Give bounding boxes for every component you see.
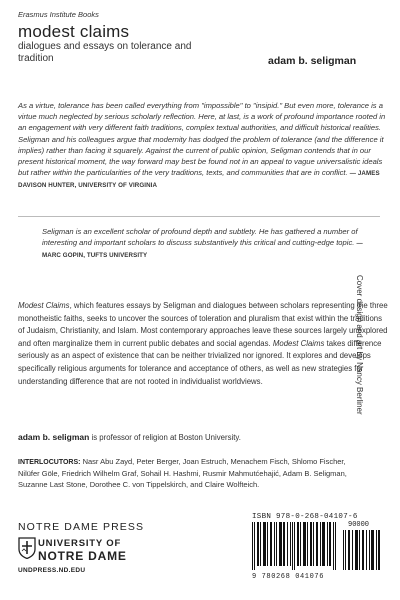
review-blurb-gopin bbox=[42, 226, 372, 262]
price-barcode bbox=[343, 530, 381, 570]
bio-text: is professor of religion at Boston University. bbox=[89, 433, 241, 442]
description-book-title: Modest Claims bbox=[272, 338, 325, 348]
barcode-number: 9 780268 041076 bbox=[252, 573, 325, 581]
press-name: NOTRE DAME PRESS bbox=[18, 521, 145, 533]
price-code: 90000 bbox=[348, 521, 370, 529]
blurb-text: As a virtue, tolerance has been called everything from "impossible" to "insipid." But even more, tolerance is a virtue much neglected by serious scholarly reflection. Here, at last, is a work of profound importance rooted in an engagement with very different faith traditions, complex textual authorities, and difficult historical realities. Seligman and his colleagues argue that modernity has dodged the problem of tolerance (and the difference it implies) rather than facing it squarely. Against the current of public opinion, Seligman contends that in our present historical moment, the way forward may best be found not in an appeal to vague universalistic ideals but rather within the particularities of the very traditions, texts, and communities that are in conflict. bbox=[18, 101, 386, 178]
university-of-label: UNIVERSITY OF bbox=[38, 538, 122, 549]
blurb-attribution: — MARC GOPIN, TUFTS UNIVERSITY bbox=[42, 240, 363, 260]
notre-dame-shield-icon bbox=[18, 537, 36, 559]
review-blurb-hunter bbox=[18, 100, 388, 192]
description-book-title: Modest Claims bbox=[18, 301, 70, 310]
description-text: , which features essays by Seligman and dialogues between scholars representing the three monotheistic faiths, seeks to uncover the sources of toleration and pluralism that exist within the traditions of Judaism, Christianity, and Islam. Most contemporary approaches leave these sources largely unexplored and often marginalize them in current public debates and social agendas. bbox=[18, 301, 388, 348]
isbn-barcode bbox=[252, 522, 337, 570]
divider bbox=[18, 216, 380, 217]
isbn-label: ISBN 978-0-268-04107-6 bbox=[252, 513, 358, 521]
series-name: Erasmus Institute Books bbox=[18, 10, 99, 19]
interlocutors-label: INTERLOCUTORS: bbox=[18, 459, 81, 466]
author-name: adam b. seligman bbox=[268, 55, 357, 67]
cover-credit: Cover design and art by Nancy Berliner bbox=[355, 275, 364, 415]
press-url[interactable]: UNDPRESS.ND.EDU bbox=[18, 567, 86, 574]
bio-author-name: adam b. seligman bbox=[18, 432, 90, 442]
blurb-attribution: — JAMES DAVISON HUNTER, UNIVERSITY OF VIRGINIA bbox=[18, 170, 380, 190]
book-description bbox=[18, 300, 388, 388]
description-text: takes difference seriously as an aspect of existence that can be neither trivialized nor ignored. It explores and develops specifically religious arguments for tolerance and acceptance of others, as well as new strategies for understanding difference that are not rooted in individualist worldviews. bbox=[18, 338, 382, 386]
interlocutors-list bbox=[18, 456, 368, 491]
author-bio bbox=[18, 432, 378, 442]
blurb-text: Seligman is an excellent scholar of profound depth and subtlety. He has gathered a number of interesting and important scholars to discuss substantively this critical and cutting-edge topic. bbox=[42, 227, 358, 248]
book-subtitle: dialogues and essays on tolerance and tradition bbox=[18, 41, 192, 64]
interlocutors-names: Nasr Abu Zayd, Peter Berger, Joan Estruch, Menachem Fisch, Shlomo Fischer, Nilüfer Göle, Friedrich Wilhelm Graf, Sohail H. Hashmi, Rusmir Mahmutćehajić, Adam B. Seligman, Suzanne Last Stone, Dorothee C. von Tippelskirch, and Claire Wolfteich. bbox=[18, 457, 347, 490]
book-title: modest claims bbox=[18, 22, 130, 41]
university-name: NOTRE DAME bbox=[38, 549, 127, 563]
